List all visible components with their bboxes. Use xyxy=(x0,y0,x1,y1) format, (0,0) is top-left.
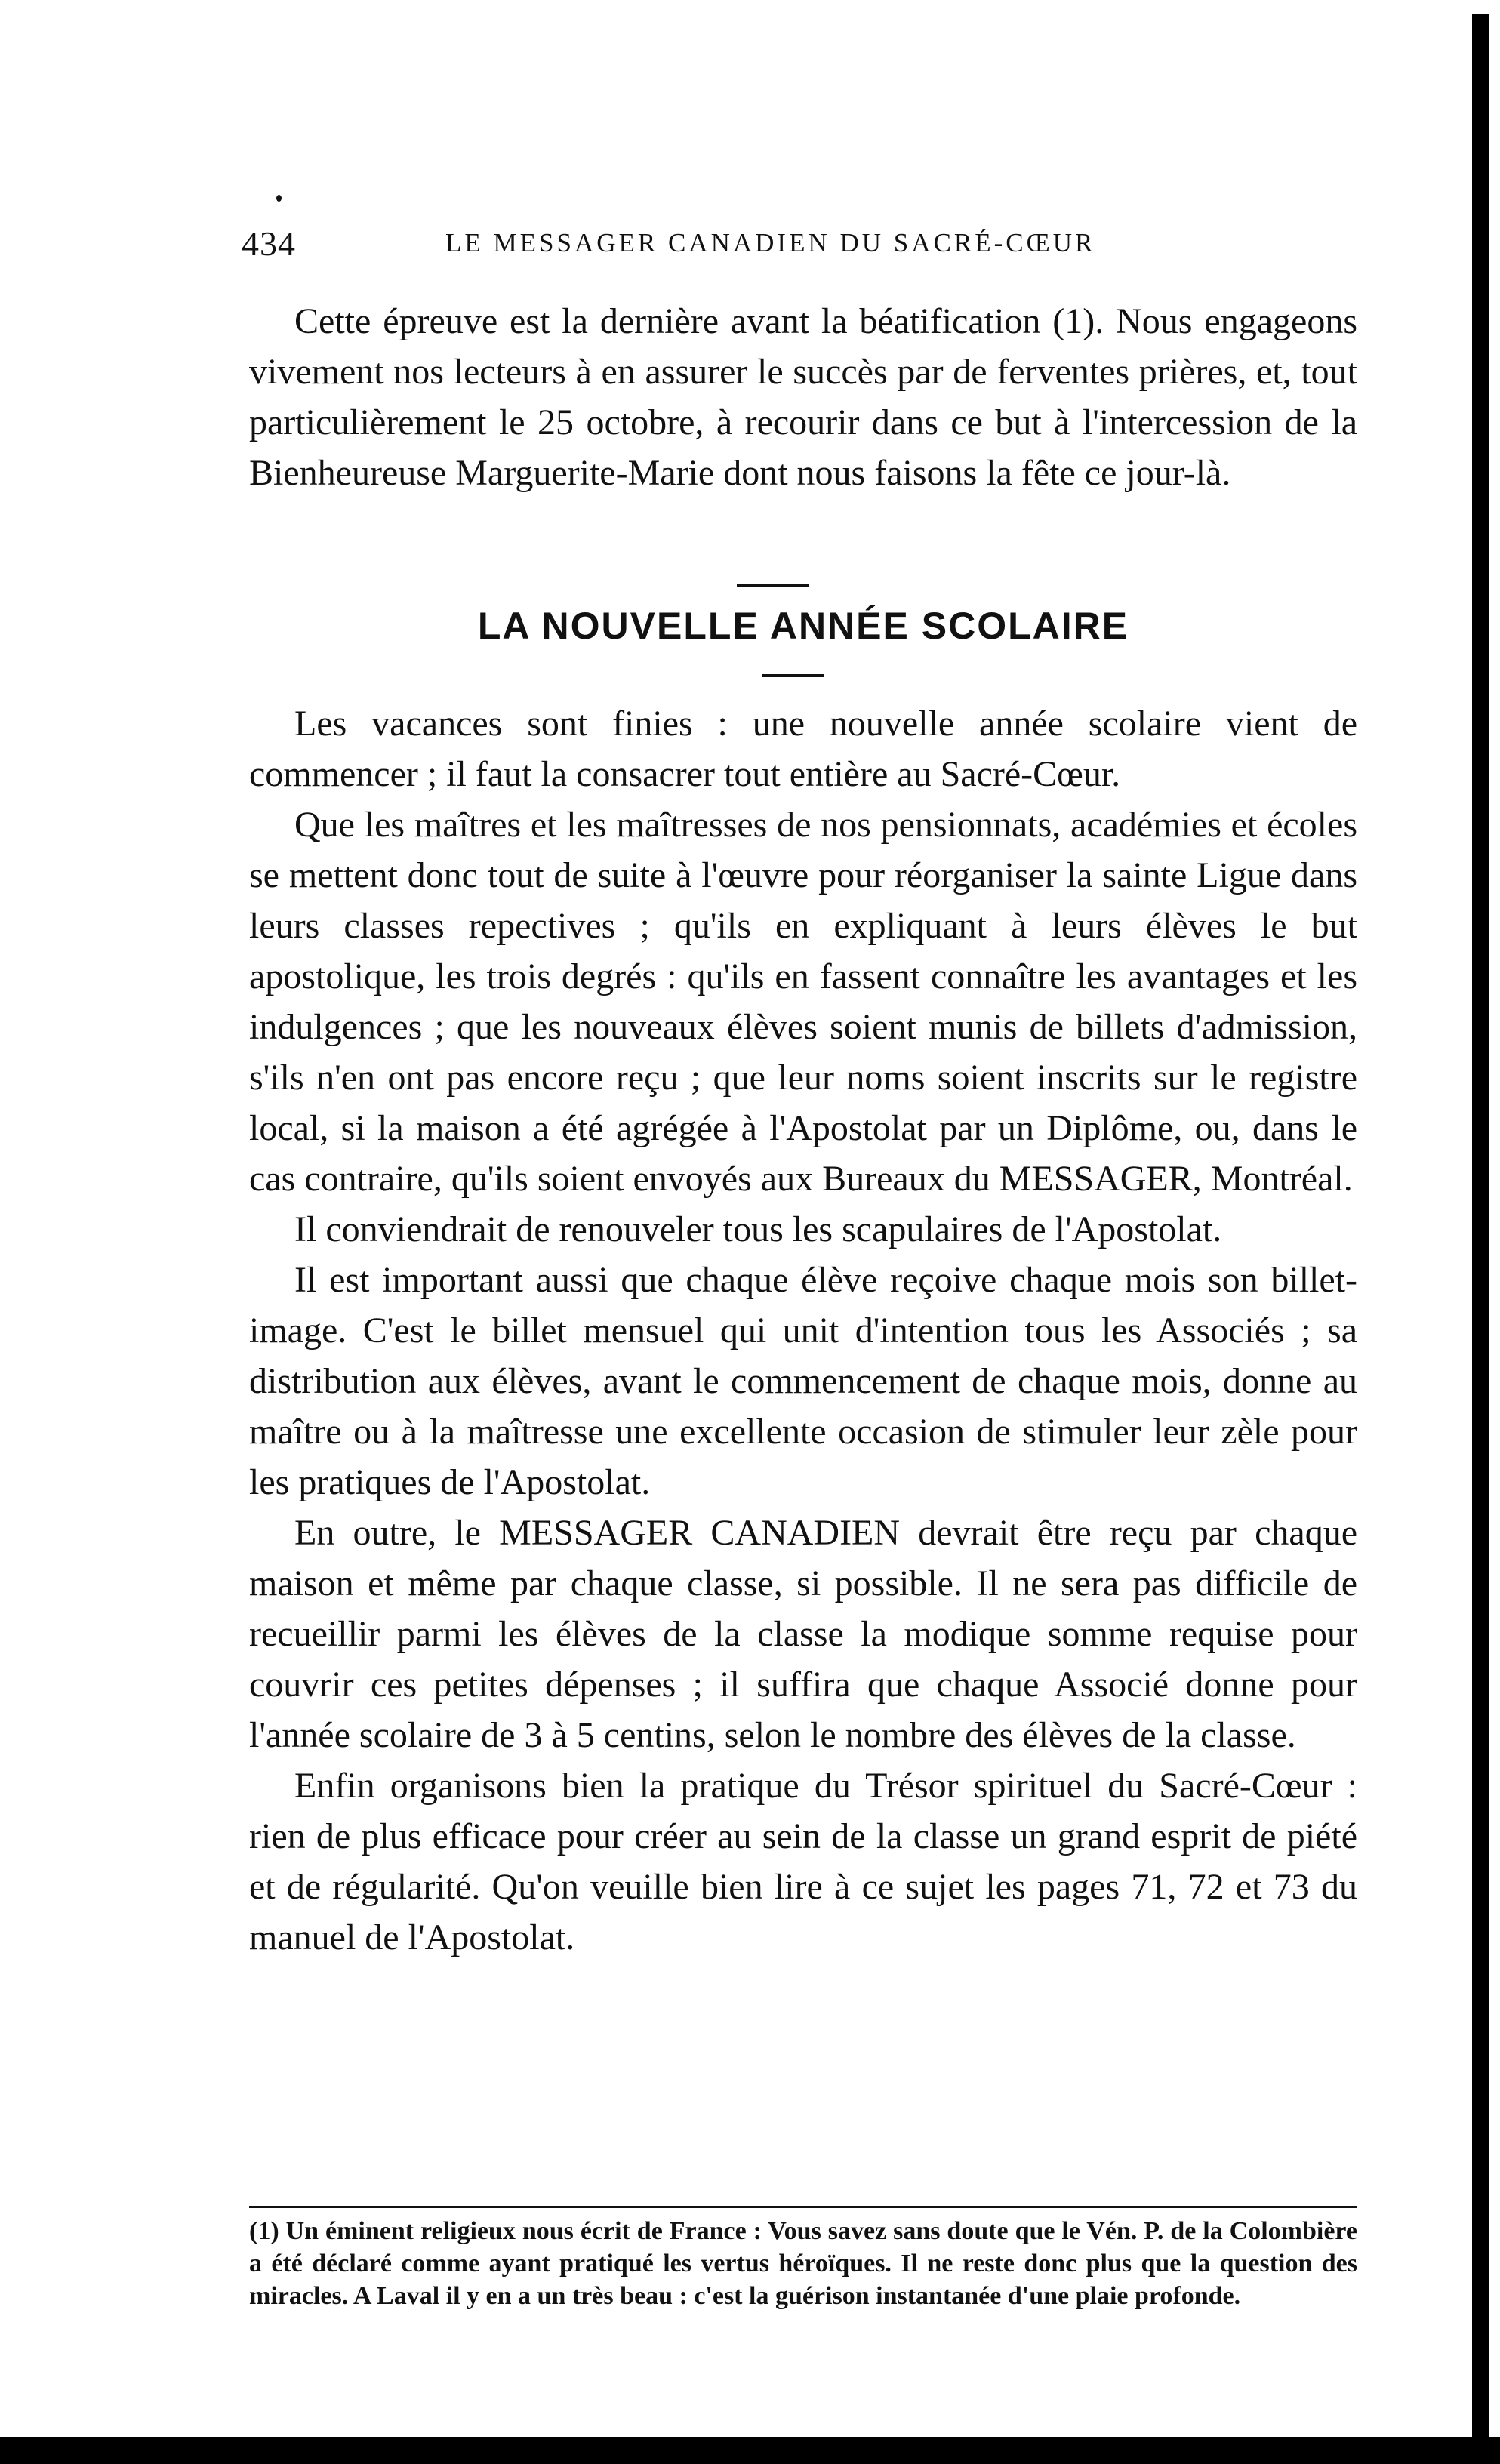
footnote: (1) Un éminent religieux nous écrit de France : Vous savez sans doute que le Vén. P. de la Colombière a été déclaré comme ayant pratiqué les vertus héroïques. Il ne reste donc plus que la question des miracles. A Laval il y en a un très beau : c'est la guérison instantanée d'une plaie profonde. xyxy=(249,2217,1357,2310)
section-heading: LA NOUVELLE ANNÉE SCOLAIRE xyxy=(477,605,1129,647)
heading-rule-bottom xyxy=(762,674,824,677)
footnote-rule xyxy=(249,2206,1357,2208)
paragraph-scapulaires: Il conviendrait de renouveler tous les scapulaires de l'Apostolat. xyxy=(294,1209,1222,1249)
intro-paragraph: Cette épreuve est la dernière avant la béatification (1). Nous engageons vivement nos lecteurs à en assurer le succès par de ferventes prières, et, tout particulièrement le 25 octobre, à recourir dans ce but à l'intercession de la Bienheureuse Marguerite-Marie dont nous faisons la fête ce jour-là. xyxy=(249,301,1357,493)
section-body xyxy=(249,698,1357,1963)
intro-block xyxy=(249,296,1357,498)
paragraph-billet-image: Il est important aussi que chaque élève reçoive chaque mois son billet-image. C'est le billet mensuel qui unit d'intention tous les Associés ; sa distribution aux élèves, avant le commencement de chaque mois, donne au maître ou à la maîtresse une excellente occasion de stimuler leur zèle pour les pratiques de l'Apostolat. xyxy=(249,1260,1357,1502)
paragraph-vacances: Les vacances sont finies : une nouvelle année scolaire vient de commencer ; il faut la consacrer tout entière au Sacré-Cœur. xyxy=(249,704,1357,794)
ink-speck xyxy=(276,195,282,202)
running-title: LE MESSAGER CANADIEN DU SACRÉ-CŒUR xyxy=(445,228,1096,257)
paragraph-maitres: Que les maîtres et les maîtresses de nos pensionnats, académies et écoles se mettent donc tout de suite à l'œuvre pour réorganiser la sainte Ligue dans leurs classes repectives ; qu'ils en expliquant à leurs élèves le but apostolique, les trois degrés : qu'ils en fassent connaître les avantages et les indulgences ; que les nouveaux élèves soient munis de billets d'admission, s'ils n'en ont pas encore reçu ; que leur noms soient inscrits sur le registre local, si la maison a été agrégée à l'Apostolat par un Diplôme, ou, dans le cas contraire, qu'ils soient envoyés aux Bureaux du MESSAGER, Montréal. xyxy=(249,805,1357,1199)
page-number: 434 xyxy=(242,224,296,263)
paragraph-tresor: Enfin organisons bien la pratique du Trésor spirituel du Sacré-Cœur : rien de plus efficace pour créer au sein de la classe un grand esprit de piété et de régularité. Qu'on veuille bien lire à ce sujet les pages 71, 72 et 73 du manuel de l'Apostolat. xyxy=(249,1766,1357,1957)
paragraph-messager: En outre, le MESSAGER CANADIEN devrait être reçu par chaque maison et même par chaque classe, si possible. Il ne sera pas difficile de recueillir parmi les élèves de la classe la modique somme requise pour couvrir ces petites dépenses ; il suffira que chaque Associé donne pour l'année scolaire de 3 à 5 centins, selon le nombre des élèves de la classe. xyxy=(249,1513,1357,1755)
scan-border-right xyxy=(1472,14,1489,2452)
running-head xyxy=(242,223,1208,269)
scan-border-bottom xyxy=(0,2437,1500,2464)
heading-rule-top xyxy=(737,584,809,587)
